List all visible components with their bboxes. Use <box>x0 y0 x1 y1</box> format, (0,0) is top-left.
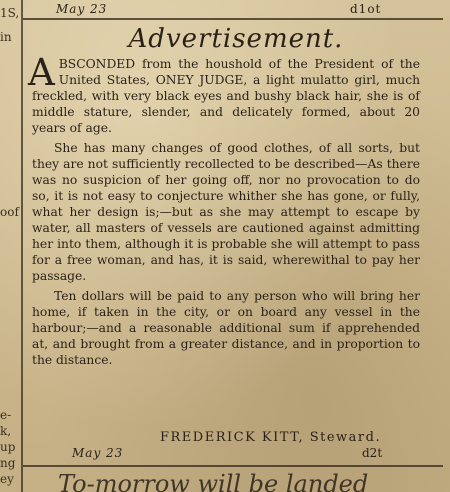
footer-date: May 23 <box>72 446 124 460</box>
advertisement-body <box>28 51 420 368</box>
column-rule <box>21 0 23 492</box>
ad-title: Advertisement. <box>128 24 344 54</box>
header-date: May 23 <box>56 2 108 16</box>
top-rule <box>23 18 443 20</box>
header-code: d1ot <box>350 2 382 16</box>
signature: FREDERICK KITT, Steward. <box>160 430 382 445</box>
gutter-fragment: 1S, <box>0 6 20 20</box>
paragraph-reward: Ten dollars will be paid to any person who will bring her home, if taken in the city, or on board any vessel in the harbour;—and a reasonable additional sum if apprehended at, and brought from a greater distance, and in proportion to the distance. <box>32 289 420 367</box>
paragraph-description <box>28 51 420 136</box>
gutter-fragment: oof <box>0 205 19 219</box>
gutter-fragment: in <box>0 30 12 44</box>
gutter-fragment: ey <box>0 472 14 486</box>
paragraph-text: BSCONDED from the houshold of the President of the United States, ONEY JUDGE, a light mulatto girl, much freckled, with very black eyes and bushy black hair, she is of middle stature, slender, and delicately formed, about 20 years of age. <box>32 57 420 135</box>
bottom-rule <box>23 465 443 467</box>
drop-cap: A <box>28 51 55 94</box>
gutter-fragment: ng <box>0 456 16 470</box>
left-column-fragment <box>0 0 20 492</box>
gutter-fragment: e- <box>0 408 12 422</box>
gutter-fragment: up <box>0 440 16 454</box>
next-ad-headline: To-morrow will be landed <box>58 470 369 492</box>
paragraph-clothes: She has many changes of good clothes, of all sorts, but they are not sufficiently recollected to be described—As there was no suspicion of her going off, nor no provocation to do so, it is not easy to conjecture whither she has gone, or fully, what her design is;—but as she may attempt to escape by water, all masters of vessels are cautioned against admitting her into them, although it is probable she will attempt to pass for a free woman, and has, it is said, wherewithal to pay her passage. <box>32 141 420 283</box>
gutter-fragment: k, <box>0 424 12 438</box>
footer-code: d2t <box>362 446 383 460</box>
